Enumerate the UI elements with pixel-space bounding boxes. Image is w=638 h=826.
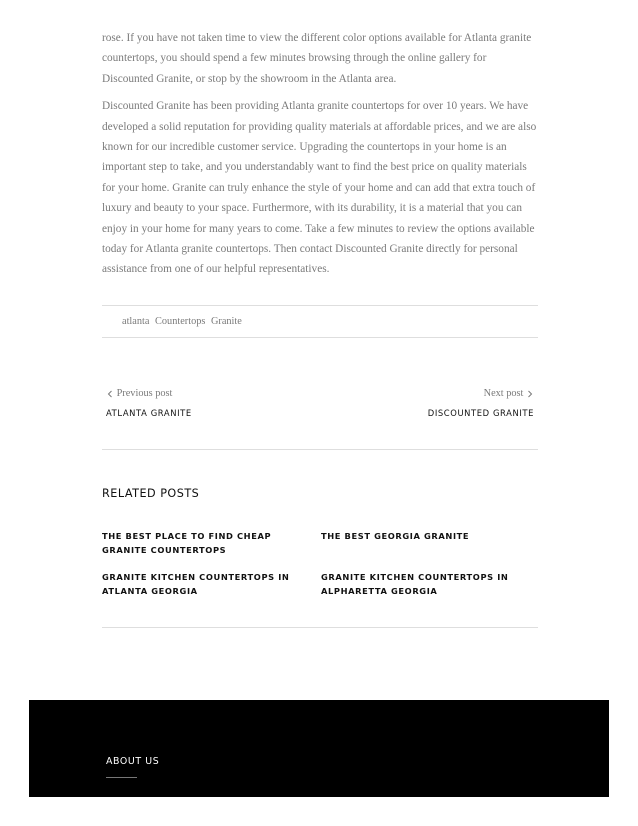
related-post-link[interactable]: GRANITE KITCHEN COUNTERTOPS IN ATLANTA GEORGIA — [102, 572, 290, 596]
article-body — [102, 28, 538, 280]
next-post-title[interactable]: DISCOUNTED GRANITE — [427, 408, 534, 418]
chevron-right-icon — [526, 390, 534, 398]
related-post-link[interactable]: THE BEST PLACE TO FIND CHEAP GRANITE COUNTERTOPS — [102, 531, 272, 555]
footer — [29, 700, 609, 797]
article-paragraph: rose. If you have not taken time to view the different color options available for Atlanta granite countertops, you should spend a few minutes browsing through the online gallery for Discounted Granite, or stop by the showroom in the Atlanta area. — [102, 32, 532, 85]
chevron-left-icon — [106, 390, 114, 398]
divider — [102, 305, 538, 306]
divider — [102, 337, 538, 338]
previous-post-title[interactable]: ATLANTA GRANITE — [106, 408, 192, 418]
related-posts-heading: RELATED POSTS — [102, 487, 200, 500]
next-post-label: Next post — [483, 388, 524, 399]
footer-heading-underline — [106, 777, 137, 778]
divider — [102, 449, 538, 450]
footer-about-heading: ABOUT US — [106, 756, 160, 767]
tag-link-granite[interactable]: Granite — [210, 316, 242, 327]
tag-list — [122, 316, 245, 327]
related-post-link[interactable]: THE BEST GEORGIA GRANITE — [321, 531, 470, 541]
previous-post-label: Previous post — [116, 388, 173, 399]
tag-link-atlanta[interactable]: atlanta — [122, 316, 150, 327]
related-post-link[interactable]: GRANITE KITCHEN COUNTERTOPS IN ALPHARETTA GEORGIA — [321, 572, 509, 596]
previous-post-link[interactable] — [106, 388, 172, 399]
next-post-link[interactable] — [484, 388, 534, 399]
article-paragraph: Discounted Granite has been providing Atlanta granite countertops for over 10 years. We have developed a solid reputation for providing quality materials at affordable prices, and we are also known for our incredible customer service. Upgrading the countertops in your home is an important step to take, and you understandably want to find the best price on quality materials for your home. Granite can truly enhance the style of your home and can add that extra touch of luxury and beauty to your space. Furthermore, with its durability, it is a material that you can enjoy in your home for many years to come. Take a few minutes to review the options available today for Atlanta granite countertops. Then contact Discounted Granite directly for personal assistance from one of our helpful representatives. — [102, 100, 537, 276]
tag-link-countertops[interactable]: Countertops — [155, 316, 206, 327]
divider — [102, 627, 538, 628]
